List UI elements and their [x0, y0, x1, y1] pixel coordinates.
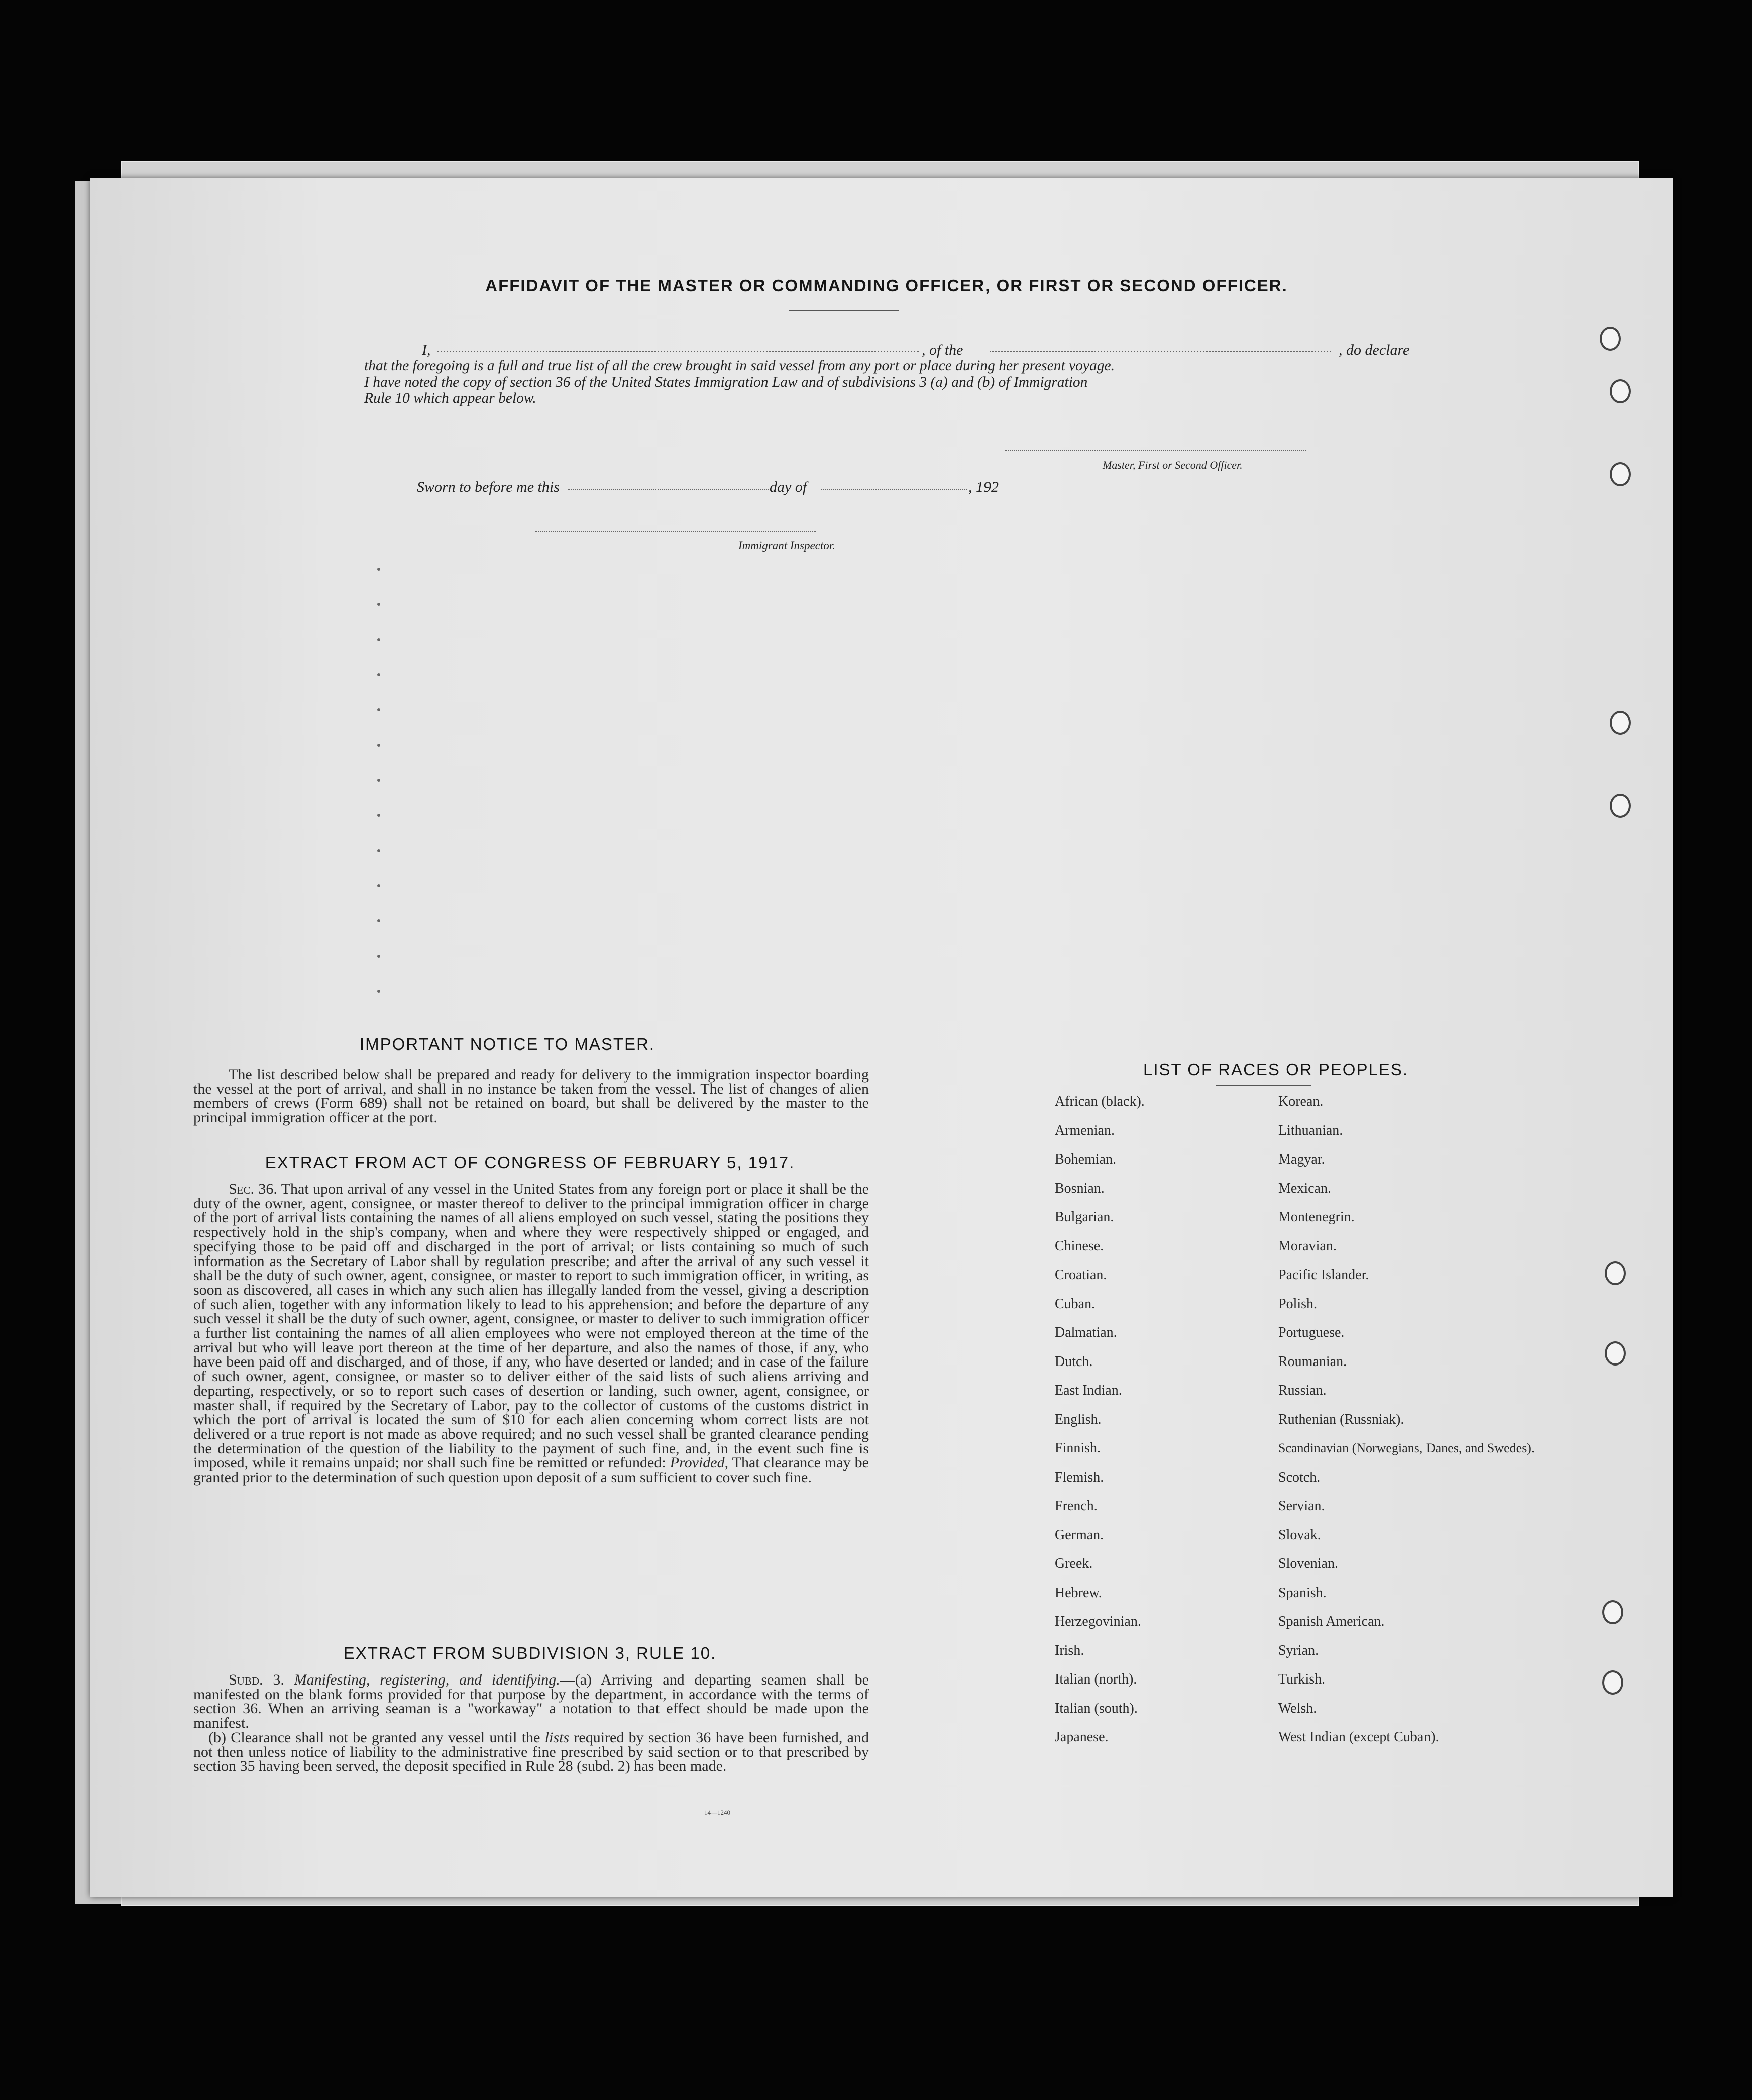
race-item: Chinese. — [1055, 1238, 1104, 1254]
rule-para-a — [193, 1673, 869, 1731]
race-item: Dalmatian. — [1055, 1325, 1117, 1340]
binder-hole — [1602, 1670, 1623, 1695]
margin-mark — [377, 603, 380, 606]
race-item: English. — [1055, 1411, 1102, 1427]
inspector-signature-line[interactable] — [535, 531, 816, 532]
binder-hole — [1602, 1600, 1623, 1624]
act-provided: Provided, — [670, 1454, 729, 1472]
race-item: Magyar. — [1278, 1151, 1325, 1167]
affidavit-of-the: , of the — [922, 342, 963, 358]
affidavit-do-declare: , do declare — [1339, 342, 1410, 358]
race-item: Welsh. — [1278, 1700, 1317, 1716]
race-item: Montenegrin. — [1278, 1209, 1355, 1225]
race-item: Cuban. — [1055, 1296, 1096, 1312]
binder-hole — [1605, 1341, 1626, 1366]
race-item: African (black). — [1055, 1094, 1145, 1109]
margin-mark — [377, 955, 380, 958]
affidavit-line-4: Rule 10 which appear below. — [364, 390, 536, 406]
races-title: LIST OF RACES OR PEOPLES. — [1143, 1060, 1409, 1079]
binder-hole — [1605, 1261, 1626, 1285]
margin-mark — [377, 673, 380, 676]
race-item: Bulgarian. — [1055, 1209, 1114, 1225]
rule-para-b — [193, 1731, 869, 1774]
race-item: Croatian. — [1055, 1267, 1107, 1283]
rule-title: EXTRACT FROM SUBDIVISION 3, RULE 10. — [343, 1644, 717, 1662]
binder-hole — [1610, 711, 1631, 735]
race-item: Greek. — [1055, 1556, 1093, 1571]
margin-mark — [377, 884, 380, 887]
rule-lists-word: lists — [544, 1729, 570, 1746]
margin-mark — [377, 849, 380, 852]
race-item: Flemish. — [1055, 1469, 1104, 1485]
race-item: Roumanian. — [1278, 1353, 1347, 1370]
race-item: Japanese. — [1055, 1729, 1109, 1745]
signature-line[interactable] — [1005, 450, 1306, 451]
year-text: , 192 — [968, 479, 999, 495]
inspector-label: Immigrant Inspector. — [738, 539, 835, 552]
act-text — [193, 1182, 869, 1485]
race-item: East Indian. — [1055, 1383, 1122, 1398]
affidavit-title: AFFIDAVIT OF THE MASTER OR COMMANDING OFFICER, OR FIRST OR SECOND OFFICER. — [485, 276, 1288, 295]
race-item: Spanish. — [1278, 1585, 1327, 1601]
race-item: West Indian (except Cuban). — [1278, 1729, 1439, 1745]
margin-mark — [377, 744, 380, 747]
document-page — [90, 178, 1673, 1897]
race-item: Slovenian. — [1278, 1556, 1338, 1571]
race-item: Scotch. — [1278, 1469, 1321, 1485]
race-item: Lithuanian. — [1278, 1122, 1343, 1138]
form-number: 14—1240 — [704, 1809, 730, 1816]
margin-mark — [377, 638, 380, 641]
margin-mark — [377, 919, 380, 922]
affidavit-line-2: that the foregoing is a full and true list of all the crew brought in said vessel from any port or place during her present voyage. — [364, 358, 1115, 374]
day-of-text: day of — [770, 479, 807, 495]
race-item: Bosnian. — [1055, 1180, 1105, 1196]
binder-hole — [1600, 327, 1621, 351]
sworn-month-line[interactable] — [821, 489, 967, 490]
race-item: Finnish. — [1055, 1440, 1101, 1456]
binder-hole — [1610, 794, 1631, 818]
race-item: Italian (north). — [1055, 1671, 1137, 1687]
sworn-day-line[interactable] — [568, 489, 769, 490]
act-title: EXTRACT FROM ACT OF CONGRESS OF FEBRUARY 5, 1917. — [265, 1153, 795, 1172]
act-section-label: Sec. 36. — [229, 1181, 277, 1197]
master-name-line[interactable] — [437, 351, 919, 352]
race-item: German. — [1055, 1527, 1104, 1543]
affidavit-line-3: I have noted the copy of section 36 of the United States Immigration Law and of subdivisions 3 (a) and (b) of Immigration — [364, 374, 1088, 390]
race-item: Slovak. — [1278, 1527, 1321, 1543]
race-item: Korean. — [1278, 1094, 1324, 1109]
notice-title: IMPORTANT NOTICE TO MASTER. — [359, 1035, 655, 1054]
race-item: Scandinavian (Norwegians, Danes, and Swedes). — [1278, 1441, 1535, 1455]
race-item: Syrian. — [1278, 1642, 1319, 1658]
rule-para-b-end: required by section 36 have been furnished, and not then unless notice of liability to the administrative fine prescribed by said section or to that prescribed by section 35 having been served, the deposit specified in Rule 28 (subd. 2) has been made. — [193, 1729, 869, 1775]
act-section-text-end: That clearance may be granted prior to the determination of such question upon deposit of a sum sufficient to cover such fine. — [193, 1454, 869, 1486]
rule-para-b-start: (b) Clearance shall not be granted any vessel until the — [208, 1729, 540, 1746]
race-item: Servian. — [1278, 1498, 1325, 1514]
races-title-rule — [1216, 1085, 1311, 1086]
race-item: Italian (south). — [1055, 1700, 1138, 1716]
margin-mark — [377, 990, 380, 993]
act-section-text: That upon arrival of any vessel in the United States from any foreign port or place it shall be the duty of the owner, agent, consignee, or master thereof to deliver to the principal immigration officer in charge of the port of arrival lists containing the names of all aliens employed on such vessel, stating the positions they respectively hold in the ship's company, when and where they were respectively shipped or engaged, and specifying those to be paid off and discharged in the port of arrival; or lists containing so much of such information as the Secretary of Labor shall by regulation prescribe; and after the arrival of any such vessel it shall be the duty of such owner, agent, consignee, or master to report to such immigration officer, in writing, as soon as discovered, all cases in which any such alien has illegally landed from the vessel, giving a description of such alien, together with any information likely to lead to his apprehension; and before the departure of any such vessel it shall be the duty of such owner, agent, consignee, or master to deliver to such immigration officer a further list containing the names of all alien employees who were not employed thereon at the time of the arrival but who will leave port thereon at the time of her departure, and also the names of those, if any, who have been paid off and discharged, and of those, if any, who have deserted or landed; and in case of the failure of such owner, agent, consignee, or master so to deliver either of the said lists of such aliens arriving and departing, respectively, or so to report such cases of desertion or landing, such owner, agent, consignee, or master shall, if required by the Secretary of Labor, pay to the collector of customs of the customs district in which the port of arrival is located the sum of $10 for each alien concerning whom correct lists are not delivered or a true report is not made as above required; and no such vessel shall be granted clearance pending the determination of the question of the liability to the payment of such fine, and, in the event such fine is imposed, while it remains unpaid; nor shall such fine be remitted or refunded: — [193, 1181, 869, 1472]
vessel-name-line[interactable] — [990, 351, 1331, 352]
rule-subd-label: Subd. 3. — [229, 1671, 284, 1688]
race-item: Irish. — [1055, 1642, 1084, 1658]
margin-mark — [377, 568, 380, 571]
rule-subd-title: Manifesting, registering, and identifying. — [294, 1671, 560, 1688]
race-item: Dutch. — [1055, 1353, 1093, 1370]
affidavit-title-rule — [789, 310, 899, 311]
race-item: Polish. — [1278, 1296, 1318, 1312]
margin-mark — [377, 708, 380, 711]
notice-text: The list described below shall be prepared and ready for delivery to the immigration inspector boarding the vessel at the port of arrival, and shall in no instance be taken from the vessel. The list of changes of alien members of crews (Form 689) shall not be retained on board, but shall be delivered by the master to the principal immigration officer at the port. — [193, 1066, 869, 1126]
signature-label: Master, First or Second Officer. — [1103, 459, 1243, 471]
race-item: Hebrew. — [1055, 1585, 1102, 1601]
affidavit-i: I, — [422, 342, 431, 358]
margin-mark — [377, 814, 380, 817]
margin-mark — [377, 779, 380, 782]
race-item: Ruthenian (Russniak). — [1278, 1411, 1404, 1427]
binder-hole — [1610, 379, 1631, 403]
race-item: Turkish. — [1278, 1671, 1326, 1687]
race-item: Pacific Islander. — [1278, 1267, 1369, 1283]
race-item: Mexican. — [1278, 1180, 1331, 1196]
sworn-text: Sworn to before me this — [417, 479, 560, 495]
binder-hole — [1610, 462, 1631, 486]
race-item: French. — [1055, 1498, 1098, 1514]
race-item: Herzegovinian. — [1055, 1614, 1141, 1629]
rule-para-a-text: —(a) Arriving and departing seamen shall be manifested on the blank forms provided for that purpose by the department, in accordance with the terms of section 36. When an arriving seaman is a "workaway" a notation to that effect should be made upon the manifest. — [193, 1671, 869, 1732]
race-item: Armenian. — [1055, 1122, 1115, 1138]
race-item: Moravian. — [1278, 1238, 1337, 1254]
race-item: Portuguese. — [1278, 1325, 1345, 1340]
race-item: Spanish American. — [1278, 1614, 1385, 1629]
race-item: Bohemian. — [1055, 1151, 1117, 1167]
race-item: Russian. — [1278, 1383, 1327, 1398]
